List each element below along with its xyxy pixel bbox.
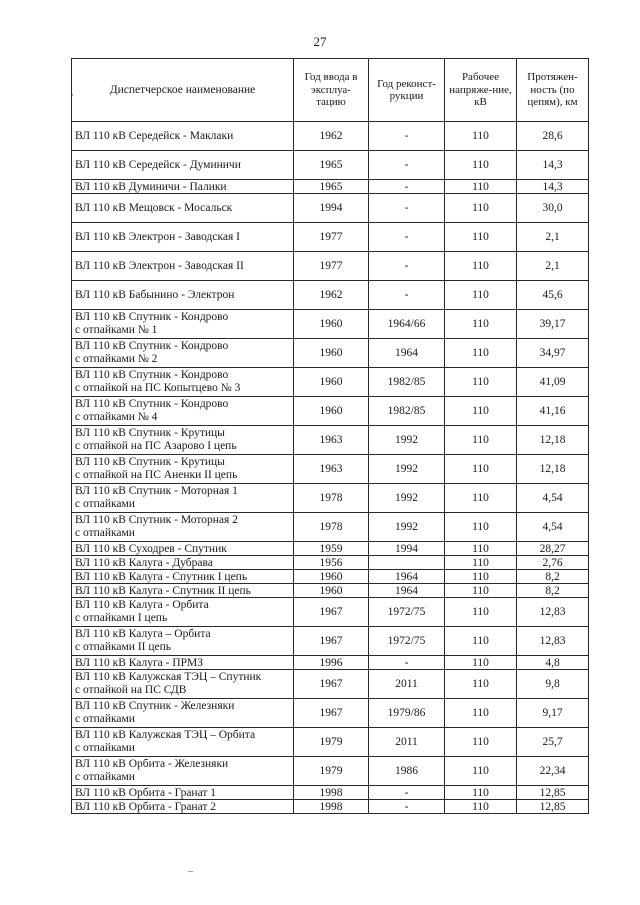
line-length-cell: 4,8 (517, 656, 589, 670)
line-length-cell: 14,3 (517, 180, 589, 194)
table-row (72, 800, 589, 814)
commission-year-cell: 1956 (294, 556, 369, 570)
reconstruction-year-cell: - (369, 223, 445, 252)
table-header (72, 59, 589, 122)
line-length-cell: 9,8 (517, 670, 589, 699)
reconstruction-year-cell: - (369, 786, 445, 800)
table-row (72, 656, 589, 670)
line-name-cell: ВЛ 110 кВ Электрон - Заводская II (72, 252, 294, 281)
line-length-cell: 39,17 (517, 310, 589, 339)
table-row (72, 484, 589, 513)
line-length-cell: 22,34 (517, 757, 589, 786)
reconstruction-year-cell: 1994 (369, 542, 445, 556)
operating-voltage-cell: 110 (445, 656, 517, 670)
table-row (72, 194, 589, 223)
line-name-cell: ВЛ 110 кВ Калуга - Дубрава (72, 556, 294, 570)
reconstruction-year-cell: - (369, 122, 445, 151)
reconstruction-year-cell: 1986 (369, 757, 445, 786)
reconstruction-year-cell: - (369, 800, 445, 814)
commission-year-cell: 1979 (294, 757, 369, 786)
line-length-cell: 2,76 (517, 556, 589, 570)
line-name-cell: ВЛ 110 кВ Думиничи - Палики (72, 180, 294, 194)
line-name-cell: ВЛ 110 кВ Калужская ТЭЦ – Орбита с отпайками (72, 728, 294, 757)
operating-voltage-cell: 110 (445, 598, 517, 627)
commission-year-cell: 1977 (294, 252, 369, 281)
reconstruction-year-cell: - (369, 281, 445, 310)
commission-year-cell: 1960 (294, 339, 369, 368)
page-number: 27 (313, 34, 327, 49)
line-name-cell: ВЛ 110 кВ Спутник - Кондрово с отпайками № 1 (72, 310, 294, 339)
line-name-cell: ВЛ 110 кВ Спутник - Крутицы с отпайкой на ПС Аненки II цепь (72, 455, 294, 484)
operating-voltage-cell: 110 (445, 122, 517, 151)
table-row (72, 426, 589, 455)
header-commission-year: Год ввода в эксплуа-тацию (294, 59, 369, 122)
reconstruction-year-cell: 1992 (369, 513, 445, 542)
table-row (72, 584, 589, 598)
table-row (72, 180, 589, 194)
commission-year-cell: 1962 (294, 281, 369, 310)
reconstruction-year-cell: 1972/75 (369, 598, 445, 627)
line-name-cell: ВЛ 110 кВ Середейск - Маклаки (72, 122, 294, 151)
power-lines-table (71, 58, 589, 814)
operating-voltage-cell: 110 (445, 484, 517, 513)
line-name-cell: ВЛ 110 кВ Середейск - Думиничи (72, 151, 294, 180)
line-name-cell: ВЛ 110 кВ Спутник - Кондрово с отпайками № 2 (72, 339, 294, 368)
commission-year-cell: 1967 (294, 598, 369, 627)
reconstruction-year-cell: 1982/85 (369, 368, 445, 397)
margin-mark: · (71, 90, 74, 100)
line-name-cell: ВЛ 110 кВ Бабынино - Электрон (72, 281, 294, 310)
reconstruction-year-cell (369, 556, 445, 570)
commission-year-cell: 1998 (294, 786, 369, 800)
line-length-cell: 8,2 (517, 584, 589, 598)
line-length-cell: 12,18 (517, 426, 589, 455)
commission-year-cell: 1996 (294, 656, 369, 670)
table-row (72, 281, 589, 310)
table-row (72, 786, 589, 800)
reconstruction-year-cell: 2011 (369, 728, 445, 757)
line-name-cell: ВЛ 110 кВ Калужская ТЭЦ – Спутник с отпайкой на ПС СДВ (72, 670, 294, 699)
reconstruction-year-cell: 1992 (369, 484, 445, 513)
commission-year-cell: 1998 (294, 800, 369, 814)
commission-year-cell: 1978 (294, 513, 369, 542)
commission-year-cell: 1960 (294, 570, 369, 584)
commission-year-cell: 1977 (294, 223, 369, 252)
reconstruction-year-cell: - (369, 194, 445, 223)
reconstruction-year-cell: 1972/75 (369, 627, 445, 656)
line-length-cell: 4,54 (517, 513, 589, 542)
operating-voltage-cell: 110 (445, 584, 517, 598)
line-name-cell: ВЛ 110 кВ Спутник - Моторная 1 с отпайками (72, 484, 294, 513)
line-length-cell: 14,3 (517, 151, 589, 180)
operating-voltage-cell: 110 (445, 180, 517, 194)
line-length-cell: 12,83 (517, 627, 589, 656)
table-row (72, 122, 589, 151)
operating-voltage-cell: 110 (445, 151, 517, 180)
line-length-cell: 45,6 (517, 281, 589, 310)
line-name-cell: ВЛ 110 кВ Калуга - Спутник I цепь (72, 570, 294, 584)
operating-voltage-cell: 110 (445, 310, 517, 339)
header-length: Протяжен-ность (по цепям), км (517, 59, 589, 122)
table-row (72, 556, 589, 570)
line-name-cell: ВЛ 110 кВ Спутник - Крутицы с отпайкой на ПС Азарово I цепь (72, 426, 294, 455)
table-row (72, 728, 589, 757)
line-length-cell: 9,17 (517, 699, 589, 728)
line-length-cell: 12,83 (517, 598, 589, 627)
table-row (72, 223, 589, 252)
table-body (72, 122, 589, 814)
table-row (72, 339, 589, 368)
line-length-cell: 8,2 (517, 570, 589, 584)
table-row (72, 757, 589, 786)
operating-voltage-cell: 110 (445, 757, 517, 786)
commission-year-cell: 1960 (294, 397, 369, 426)
reconstruction-year-cell: 1964 (369, 339, 445, 368)
table-row (72, 455, 589, 484)
operating-voltage-cell: 110 (445, 281, 517, 310)
commission-year-cell: 1978 (294, 484, 369, 513)
table-row (72, 598, 589, 627)
reconstruction-year-cell: 1964 (369, 570, 445, 584)
line-name-cell: ВЛ 110 кВ Электрон - Заводская I (72, 223, 294, 252)
operating-voltage-cell: 110 (445, 670, 517, 699)
commission-year-cell: 1960 (294, 310, 369, 339)
reconstruction-year-cell: 1964 (369, 584, 445, 598)
operating-voltage-cell: 110 (445, 542, 517, 556)
operating-voltage-cell: 110 (445, 513, 517, 542)
table-row (72, 670, 589, 699)
line-length-cell: 34,97 (517, 339, 589, 368)
operating-voltage-cell: 110 (445, 339, 517, 368)
reconstruction-year-cell: - (369, 252, 445, 281)
table-row (72, 627, 589, 656)
header-dispatch-name: Диспетчерское наименование (72, 59, 294, 122)
reconstruction-year-cell: - (369, 656, 445, 670)
table-row (72, 397, 589, 426)
line-length-cell: 28,6 (517, 122, 589, 151)
commission-year-cell: 1963 (294, 455, 369, 484)
line-name-cell: ВЛ 110 кВ Спутник - Кондрово с отпайками № 4 (72, 397, 294, 426)
commission-year-cell: 1960 (294, 368, 369, 397)
line-name-cell: ВЛ 110 кВ Суходрев - Спутник (72, 542, 294, 556)
line-name-cell: ВЛ 110 кВ Калуга – Орбита с отпайками II цепь (72, 627, 294, 656)
operating-voltage-cell: 110 (445, 728, 517, 757)
reconstruction-year-cell: 1964/66 (369, 310, 445, 339)
table-row (72, 252, 589, 281)
line-name-cell: ВЛ 110 кВ Калуга - ПРМЗ (72, 656, 294, 670)
line-name-cell: ВЛ 110 кВ Орбита - Железняки с отпайками (72, 757, 294, 786)
commission-year-cell: 1994 (294, 194, 369, 223)
operating-voltage-cell: 110 (445, 426, 517, 455)
line-name-cell: ВЛ 110 кВ Мещовск - Мосальск (72, 194, 294, 223)
table-row (72, 151, 589, 180)
commission-year-cell: 1967 (294, 699, 369, 728)
reconstruction-year-cell: 1992 (369, 426, 445, 455)
reconstruction-year-cell: - (369, 151, 445, 180)
commission-year-cell: 1959 (294, 542, 369, 556)
table-row (72, 699, 589, 728)
footer-mark: – (188, 866, 193, 877)
line-length-cell: 12,18 (517, 455, 589, 484)
commission-year-cell: 1965 (294, 180, 369, 194)
table-row (72, 310, 589, 339)
line-length-cell: 28,27 (517, 542, 589, 556)
header-reconstruction-year: Год реконст-рукции (369, 59, 445, 122)
table-row (72, 570, 589, 584)
line-name-cell: ВЛ 110 кВ Спутник - Моторная 2 с отпайками (72, 513, 294, 542)
operating-voltage-cell: 110 (445, 455, 517, 484)
commission-year-cell: 1979 (294, 728, 369, 757)
operating-voltage-cell: 110 (445, 627, 517, 656)
reconstruction-year-cell: 1982/85 (369, 397, 445, 426)
line-length-cell: 4,54 (517, 484, 589, 513)
header-operating-voltage: Рабочее напряже-ние, кВ (445, 59, 517, 122)
reconstruction-year-cell: 1992 (369, 455, 445, 484)
line-length-cell: 41,09 (517, 368, 589, 397)
operating-voltage-cell: 110 (445, 570, 517, 584)
operating-voltage-cell: 110 (445, 194, 517, 223)
operating-voltage-cell: 110 (445, 556, 517, 570)
line-length-cell: 30,0 (517, 194, 589, 223)
line-length-cell: 2,1 (517, 223, 589, 252)
line-length-cell: 41,16 (517, 397, 589, 426)
line-name-cell: ВЛ 110 кВ Спутник - Кондрово с отпайкой на ПС Копытцево № 3 (72, 368, 294, 397)
operating-voltage-cell: 110 (445, 252, 517, 281)
operating-voltage-cell: 110 (445, 368, 517, 397)
commission-year-cell: 1960 (294, 584, 369, 598)
operating-voltage-cell: 110 (445, 397, 517, 426)
table-row (72, 542, 589, 556)
line-length-cell: 25,7 (517, 728, 589, 757)
line-length-cell: 2,1 (517, 252, 589, 281)
commission-year-cell: 1965 (294, 151, 369, 180)
line-name-cell: ВЛ 110 кВ Орбита - Гранат 1 (72, 786, 294, 800)
commission-year-cell: 1963 (294, 426, 369, 455)
reconstruction-year-cell: 2011 (369, 670, 445, 699)
line-name-cell: ВЛ 110 кВ Калуга - Спутник II цепь (72, 584, 294, 598)
commission-year-cell: 1967 (294, 670, 369, 699)
commission-year-cell: 1967 (294, 627, 369, 656)
reconstruction-year-cell: 1979/86 (369, 699, 445, 728)
operating-voltage-cell: 110 (445, 699, 517, 728)
reconstruction-year-cell: - (369, 180, 445, 194)
line-name-cell: ВЛ 110 кВ Спутник - Железняки с отпайками (72, 699, 294, 728)
operating-voltage-cell: 110 (445, 786, 517, 800)
line-length-cell: 12,85 (517, 800, 589, 814)
operating-voltage-cell: 110 (445, 223, 517, 252)
table-row (72, 368, 589, 397)
line-length-cell: 12,85 (517, 786, 589, 800)
operating-voltage-cell: 110 (445, 800, 517, 814)
line-name-cell: ВЛ 110 кВ Орбита - Гранат 2 (72, 800, 294, 814)
commission-year-cell: 1962 (294, 122, 369, 151)
line-name-cell: ВЛ 110 кВ Калуга - Орбита с отпайками I цепь (72, 598, 294, 627)
table-row (72, 513, 589, 542)
